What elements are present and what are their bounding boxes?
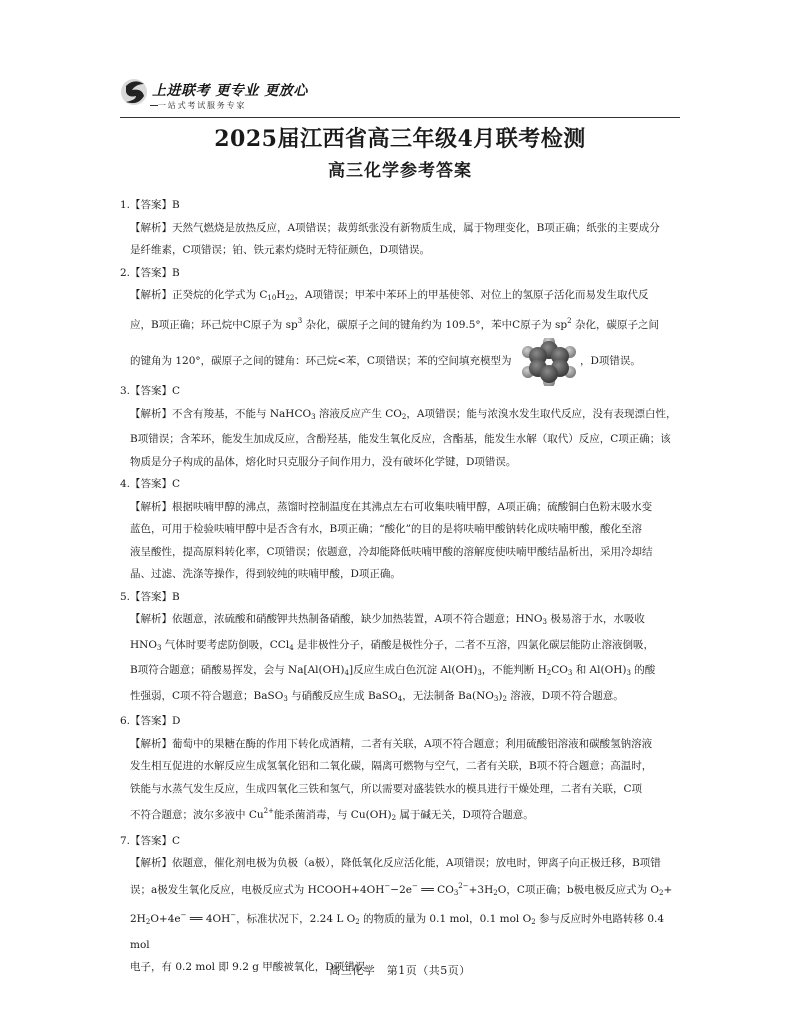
page-footer: 高三化学 第1页（共5页）: [329, 964, 471, 977]
question-3: [120, 380, 686, 473]
answer-label: 6.【答案】D: [120, 715, 181, 727]
answer-label: 2.【答案】B: [120, 266, 180, 279]
explanation-line: 【解析】正癸烷的化学式为 $C_{10}H_{22}$，A项错误；甲苯中苯环上的甲基使邻、对位上的氢原子活化而易发生取代反: [130, 289, 649, 302]
question-6: [120, 710, 686, 830]
explanation-line: 【解析】天然气燃烧是放热反应，A项错误；裁剪纸张没有新物质生成，属于物理变化，B项正确；纸张的主要成分: [130, 221, 660, 234]
explanation-line: B项符合题意；硝酸易挥发，会与 $Na[Al(OH)_4]$反应生成白色沉淀 $Al(OH)_3$，不能判断 $H_2CO_3$ 和 $Al(OH)_3$ 的酸: [130, 664, 656, 677]
page-title: 2025届江西省高三年级4月联考检测: [214, 126, 586, 152]
explanation-line: 电子，有 0.2 mol 即 9.2 g 甲酸被氧化，D项错误。: [130, 961, 376, 973]
explanation-line: 【解析】依题意，催化剂电极为负极（a极），降低氧化反应活化能，A项错误；放电时，钾离子向正极迁移，B项错: [130, 857, 661, 869]
explanation-line: 【解析】依题意，浓硫酸和硝酸钾共热制备硝酸，缺少加热装置，A项不符合题意；$HNO_3$ 极易溶于水，水吸收: [130, 613, 645, 626]
question-5: [120, 586, 686, 711]
answer-label: 4.【答案】C: [120, 478, 181, 490]
explanation-line: B项错误；含苯环，能发生加成反应，含酚羟基，能发生氧化反应，含酯基，能发生水解（取代）反应，C项正确；该: [130, 433, 671, 445]
explanation-line: $2H_2O+4e^-$ ══ 4OH−，标准状况下，2.24 L $O_2$ 的物质的量为 0.1 mol，0.1 mol $O_2$ 参与反应时外电路转移 0.4 mol: [130, 911, 665, 951]
answer-label: 1.【答案】B: [120, 199, 180, 211]
header-divider: [120, 117, 680, 118]
answer-label: 5.【答案】B: [120, 590, 180, 603]
logo-mark-icon: [120, 76, 152, 108]
explanation-line: $HNO_3$ 气体时要考虑防倒吸，CCl$_4$ 是非极性分子，硝酸是极性分子，二者不互溶，四氯化碳层能防止溶液倒吸，: [130, 638, 654, 652]
answer-list: [120, 194, 686, 979]
page-subtitle: 高三化学参考答案: [328, 161, 472, 181]
explanation-line: 发生相互促进的水解反应生成氢氧化铝和二氧化碳，隔离可燃物与空气，二者有关联，B项不符合题意；高温时，: [130, 760, 653, 772]
explanation-line: 液呈酸性，提高原料转化率，C项错误；依题意，冷却能降低呋喃甲酸的溶解度使呋喃甲酸结晶析出，采用冷却结: [130, 545, 653, 558]
answer-label: 3.【答案】C: [120, 385, 181, 397]
explanation-line: 铁能与水蒸气发生反应，生成四氧化三铁和氢气，所以需要对盛装铁水的模具进行干燥处理，二者有关联，C项: [130, 782, 643, 795]
question-2: [120, 262, 686, 381]
explanation-line: 晶、过滤、洗涤等操作，得到较纯的呋喃甲酸，D项正确。: [130, 568, 401, 580]
explanation-line: 是纤维素，C项错误；铂、铁元素灼烧时无特征颜色，D项错误。: [130, 244, 430, 256]
logo-tagline: 一站式考试服务专家: [158, 101, 247, 110]
explanation-line: 的键角为 120°，碳原子之间的键角：环己烷<苯，C项错误；苯的空间填充模型为 ，D项错误。: [120, 336, 686, 380]
explanation-line: 【解析】不含有羧基，不能与 NaHCO$_3$ 溶液反应产生 $CO_2$，A项错误；能与浓溴水发生取代反应，没有表现漂白性，: [130, 407, 677, 421]
benzene-space-filling-model-image: [520, 338, 578, 386]
explanation-line: 蓝色，可用于检验呋喃甲醇中是否含有水，B项正确；“酸化”的目的是将呋喃甲酸钠转化成呋喃甲酸，酸化至溶: [130, 523, 642, 535]
logo-slogan: 上进联考 更专业 更放心: [152, 83, 308, 99]
question-4: [120, 473, 686, 586]
explanation-line: 应，B项正确；环己烷中C原子为 $sp^3$ 杂化，碳原子之间的键角约为 109.5°，苯中C原子为 $sp^2$ 杂化，碳原子之间: [130, 316, 659, 331]
logo-divider: [150, 105, 158, 106]
explanation-line: 性强弱，C项不符合题意；BaSO$_3$ 与硝酸反应生成 BaSO$_4$，无法制备 $Ba(NO_3)_2$ 溶液，D项不符合题意。: [130, 689, 624, 703]
question-1: [120, 194, 686, 262]
explanation-line: 误；a极发生氧化反应，电极反应式为 HCOOH+4OH−−2e− ══ $CO_3^{2-}+3H_2O$，C项正确；b极电极反应式为 $O_2+$: [130, 881, 673, 897]
question-7: [120, 830, 686, 979]
explanation-line: 【解析】葡萄中的果糖在酶的作用下转化成酒精，二者有关联，A项不符合题意；利用硫酸铝溶液和碳酸氢钠溶液: [130, 737, 653, 750]
explanation-line: 物质是分子构成的晶体，熔化时只克服分子间作用力，没有破坏化学键，D项错误。: [130, 455, 517, 468]
explanation-line: 【解析】根据呋喃甲醇的沸点，蒸馏时控制温度在其沸点左右可收集呋喃甲醇，A项正确；硫酸铜白色粉末吸水变: [130, 500, 653, 513]
answer-label: 7.【答案】C: [120, 834, 181, 847]
explanation-line: 不符合题意；波尔多液中 $Cu^{2+}$能杀菌消毒，与 $Cu(OH)_2$ 属于碱无关，D项符合题意。: [130, 807, 534, 822]
